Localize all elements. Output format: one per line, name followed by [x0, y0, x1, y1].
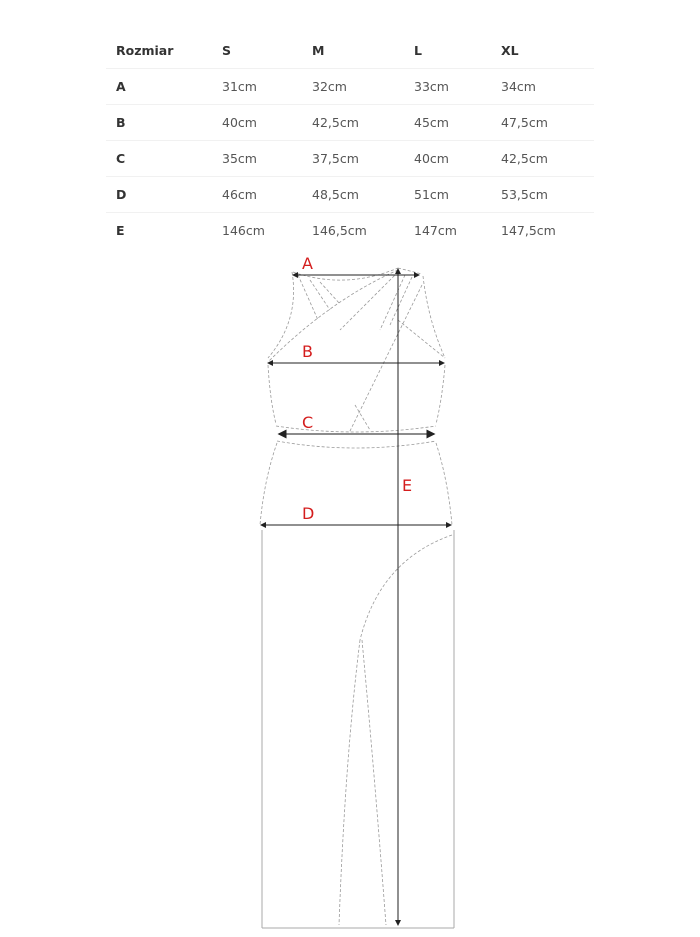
cell: 147,5cm	[501, 223, 556, 238]
header-m: M	[312, 33, 414, 69]
row-label: E	[116, 223, 125, 238]
table-row	[106, 213, 594, 249]
label-c: C	[302, 413, 314, 432]
cell: 48,5cm	[312, 177, 414, 213]
row-label: D	[106, 177, 222, 213]
header-size: Rozmiar	[106, 33, 222, 69]
cell: 53,5cm	[501, 177, 594, 213]
table-header-row	[106, 33, 594, 69]
cell: 42,5cm	[501, 141, 594, 177]
dress-measurement-diagram	[0, 245, 700, 933]
table-row	[106, 105, 594, 141]
cell: 37,5cm	[312, 141, 414, 177]
cell: 47,5cm	[501, 105, 594, 141]
header-l: L	[414, 33, 501, 69]
dress-outline-icon	[0, 245, 700, 933]
cell: 34cm	[501, 69, 594, 105]
cell: 40cm	[222, 105, 312, 141]
table-row	[106, 141, 594, 177]
size-chart-table	[106, 33, 594, 248]
label-a: A	[302, 254, 313, 273]
table-row	[106, 69, 594, 105]
cell: 51cm	[414, 177, 501, 213]
cell: 42,5cm	[312, 105, 414, 141]
cell: 31cm	[222, 69, 312, 105]
label-b: B	[302, 342, 313, 361]
table-row	[106, 177, 594, 213]
cell: 33cm	[414, 69, 501, 105]
row-label: B	[106, 105, 222, 141]
cell: 40cm	[414, 141, 501, 177]
label-d: D	[302, 504, 315, 523]
cell: 35cm	[222, 141, 312, 177]
header-s: S	[222, 33, 312, 69]
header-xl: XL	[501, 33, 594, 69]
cell: 32cm	[312, 69, 414, 105]
row-label: C	[106, 141, 222, 177]
cell: 45cm	[414, 105, 501, 141]
cell: 146cm	[222, 223, 265, 238]
cell: 147cm	[414, 223, 457, 238]
row-label: A	[106, 69, 222, 105]
cell: 46cm	[222, 177, 312, 213]
label-e: E	[402, 476, 413, 495]
cell: 146,5cm	[312, 223, 367, 238]
